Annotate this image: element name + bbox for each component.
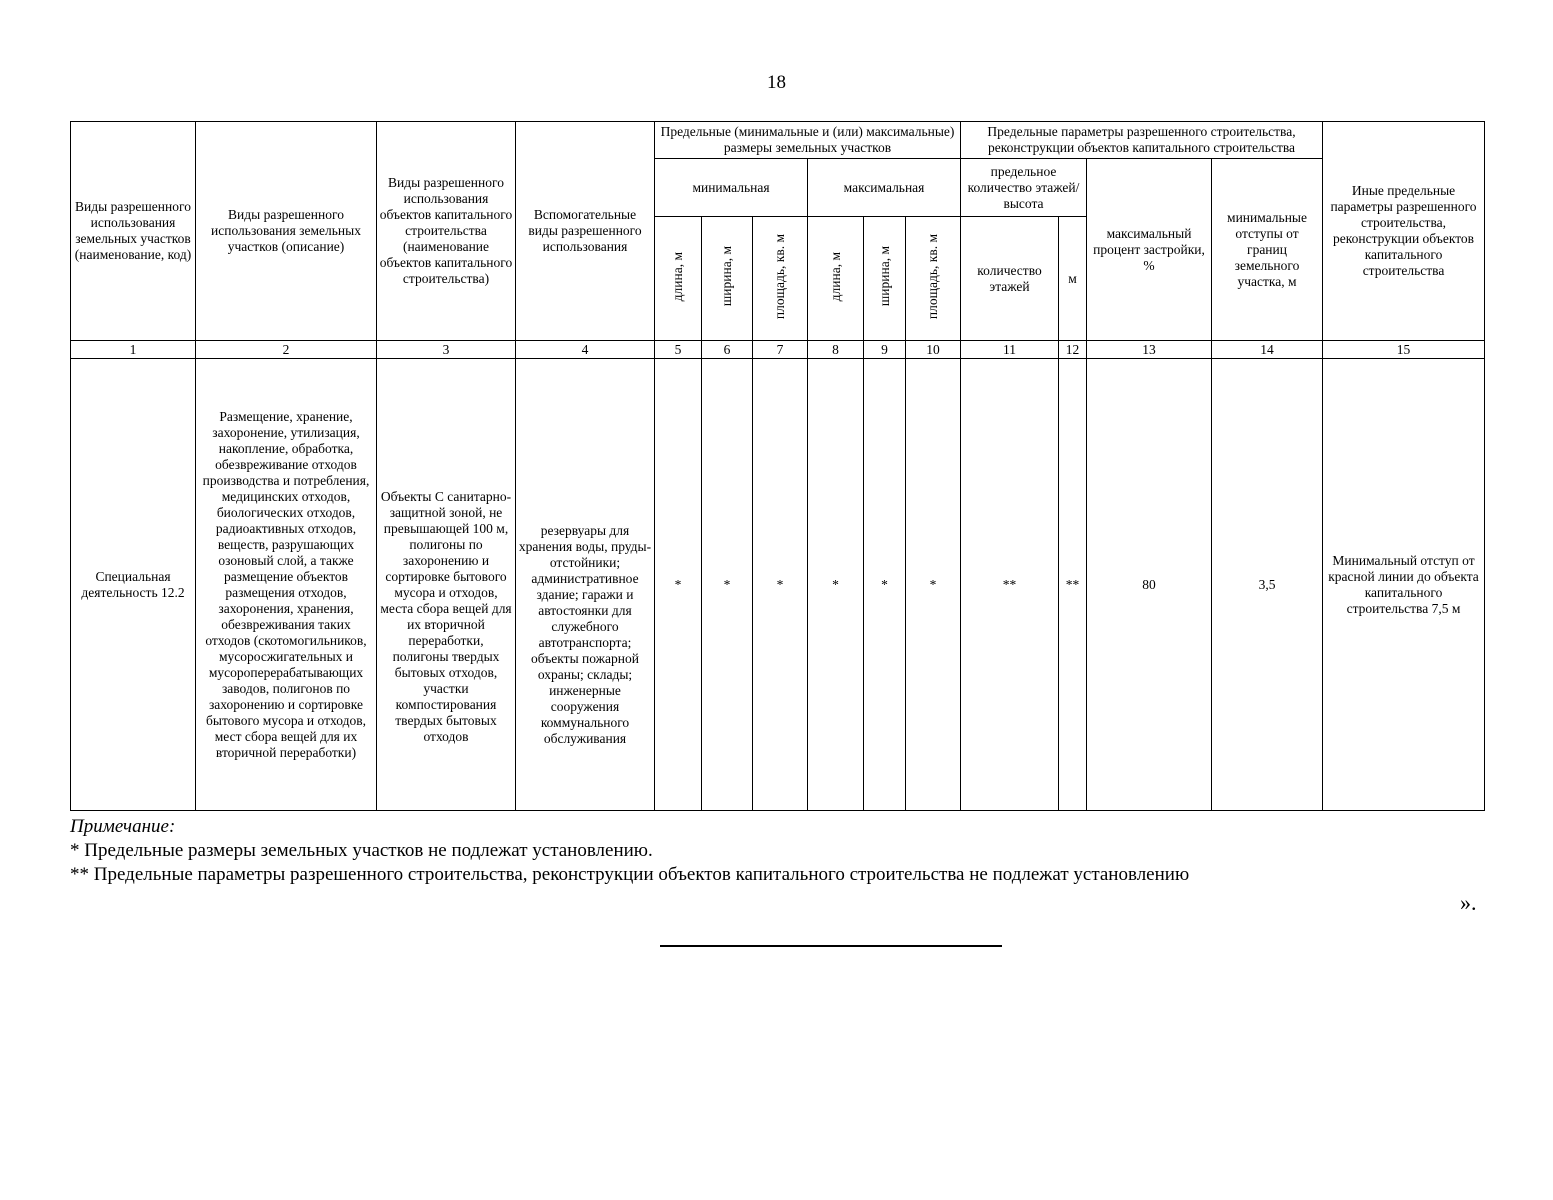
column-number: 5 — [655, 341, 702, 359]
header-minimal: минимальная — [655, 159, 808, 217]
header-min-area: площадь, кв. м — [753, 217, 808, 341]
cell-max-area: * — [906, 359, 961, 811]
cell-land-use-description: Размещение, хранение, захоронение, утилизация, накопление, обработка, обезвреживание отходов производства и потребления, медицинских отходов, биологических отходов, радиоактивных отходов, веществ, разрушающих озоновый слой, а также размещение объектов размещения отходов, захоронения, хранения, обезвреживания таких отходов (скотомогильников, мусоросжигательных и мусороперерабатывающих заводов, полигонов по захоронению и сортировке бытового мусора и отходов, мест сбора вещей для их вторичной переработки) — [196, 359, 377, 811]
divider-line — [660, 945, 1002, 947]
cell-land-use-name: Специальная деятельность 12.2 — [71, 359, 196, 811]
column-number: 8 — [808, 341, 864, 359]
header-land-use-description: Виды разрешенного использования земельных участков (описание) — [196, 122, 377, 341]
column-number: 12 — [1059, 341, 1087, 359]
note-plot-sizes: * Предельные размеры земельных участков не подлежат установлению. — [70, 840, 653, 861]
header-max-width: ширина, м — [864, 217, 906, 341]
header-other-params: Иные предельные параметры разрешенного строительства, реконструкции объектов капитального строительства — [1323, 122, 1485, 341]
column-number: 6 — [702, 341, 753, 359]
column-number: 14 — [1212, 341, 1323, 359]
land-use-table — [70, 121, 1485, 811]
header-max-length: длина, м — [808, 217, 864, 341]
table-row — [71, 359, 1485, 811]
column-number: 7 — [753, 341, 808, 359]
column-number: 9 — [864, 341, 906, 359]
header-land-use-types: Виды разрешенного использования земельных участков (наименование, код) — [71, 122, 196, 341]
header-building-use-types: Виды разрешенного использования объектов капитального строительства (наименование объектов капитального строительства) — [377, 122, 516, 341]
cell-auxiliary-use: резервуары для хранения воды, пруды-отстойники; административное здание; гаражи и автостоянки для служебного автотранспорта; объекты пожарной охраны; склады; инженерные сооружения коммунального обслуживания — [516, 359, 655, 811]
cell-max-width: * — [864, 359, 906, 811]
column-number: 2 — [196, 341, 377, 359]
header-min-length: длина, м — [655, 217, 702, 341]
column-number: 15 — [1323, 341, 1485, 359]
header-max-area: площадь, кв. м — [906, 217, 961, 341]
cell-min-setbacks: 3,5 — [1212, 359, 1323, 811]
header-floors-height: предельное количество этажей/высота — [961, 159, 1087, 217]
header-plot-size-limits: Предельные (минимальные и (или) максимальные) размеры земельных участков — [655, 122, 961, 159]
cell-meters: ** — [1059, 359, 1087, 811]
cell-min-length: * — [655, 359, 702, 811]
column-number: 3 — [377, 341, 516, 359]
cell-min-area: * — [753, 359, 808, 811]
cell-floors: ** — [961, 359, 1059, 811]
page-number: 18 — [767, 72, 786, 93]
cell-other-params: Минимальный отступ от красной линии до объекта капитального строительства 7,5 м — [1323, 359, 1485, 811]
closing-quote: ». — [1460, 890, 1477, 915]
notes — [70, 815, 1189, 887]
header-meters: м — [1059, 217, 1087, 341]
cell-max-length: * — [808, 359, 864, 811]
column-numbers-row — [71, 341, 1485, 359]
column-number: 10 — [906, 341, 961, 359]
cell-min-width: * — [702, 359, 753, 811]
header-auxiliary-use-types: Вспомогательные виды разрешенного использования — [516, 122, 655, 341]
header-min-setbacks: минимальные отступы от границ земельного участка, м — [1212, 159, 1323, 341]
column-number: 4 — [516, 341, 655, 359]
column-number: 13 — [1087, 341, 1212, 359]
cell-max-build-percent: 80 — [1087, 359, 1212, 811]
header-min-width: ширина, м — [702, 217, 753, 341]
header-max-build-percent: максимальный процент застройки, % — [1087, 159, 1212, 341]
header-maximal: максимальная — [808, 159, 961, 217]
header-construction-params: Предельные параметры разрешенного строительства, реконструкции объектов капитального строительства — [961, 122, 1323, 159]
note-construction-params: ** Предельные параметры разрешенного строительства, реконструкции объектов капитального строительства не подлежат установлению — [70, 864, 1190, 885]
header-floors: количество этажей — [961, 217, 1059, 341]
notes-title: Примечание: — [70, 816, 176, 837]
column-number: 1 — [71, 341, 196, 359]
column-number: 11 — [961, 341, 1059, 359]
cell-building-use: Объекты С санитарно-защитной зоной, не превышающей 100 м, полигоны по захоронению и сортировке бытового мусора и отходов, места сбора вещей для их вторичной переработки, полигоны твердых бытовых отходов, участки компостирования твердых бытовых отходов — [377, 359, 516, 811]
